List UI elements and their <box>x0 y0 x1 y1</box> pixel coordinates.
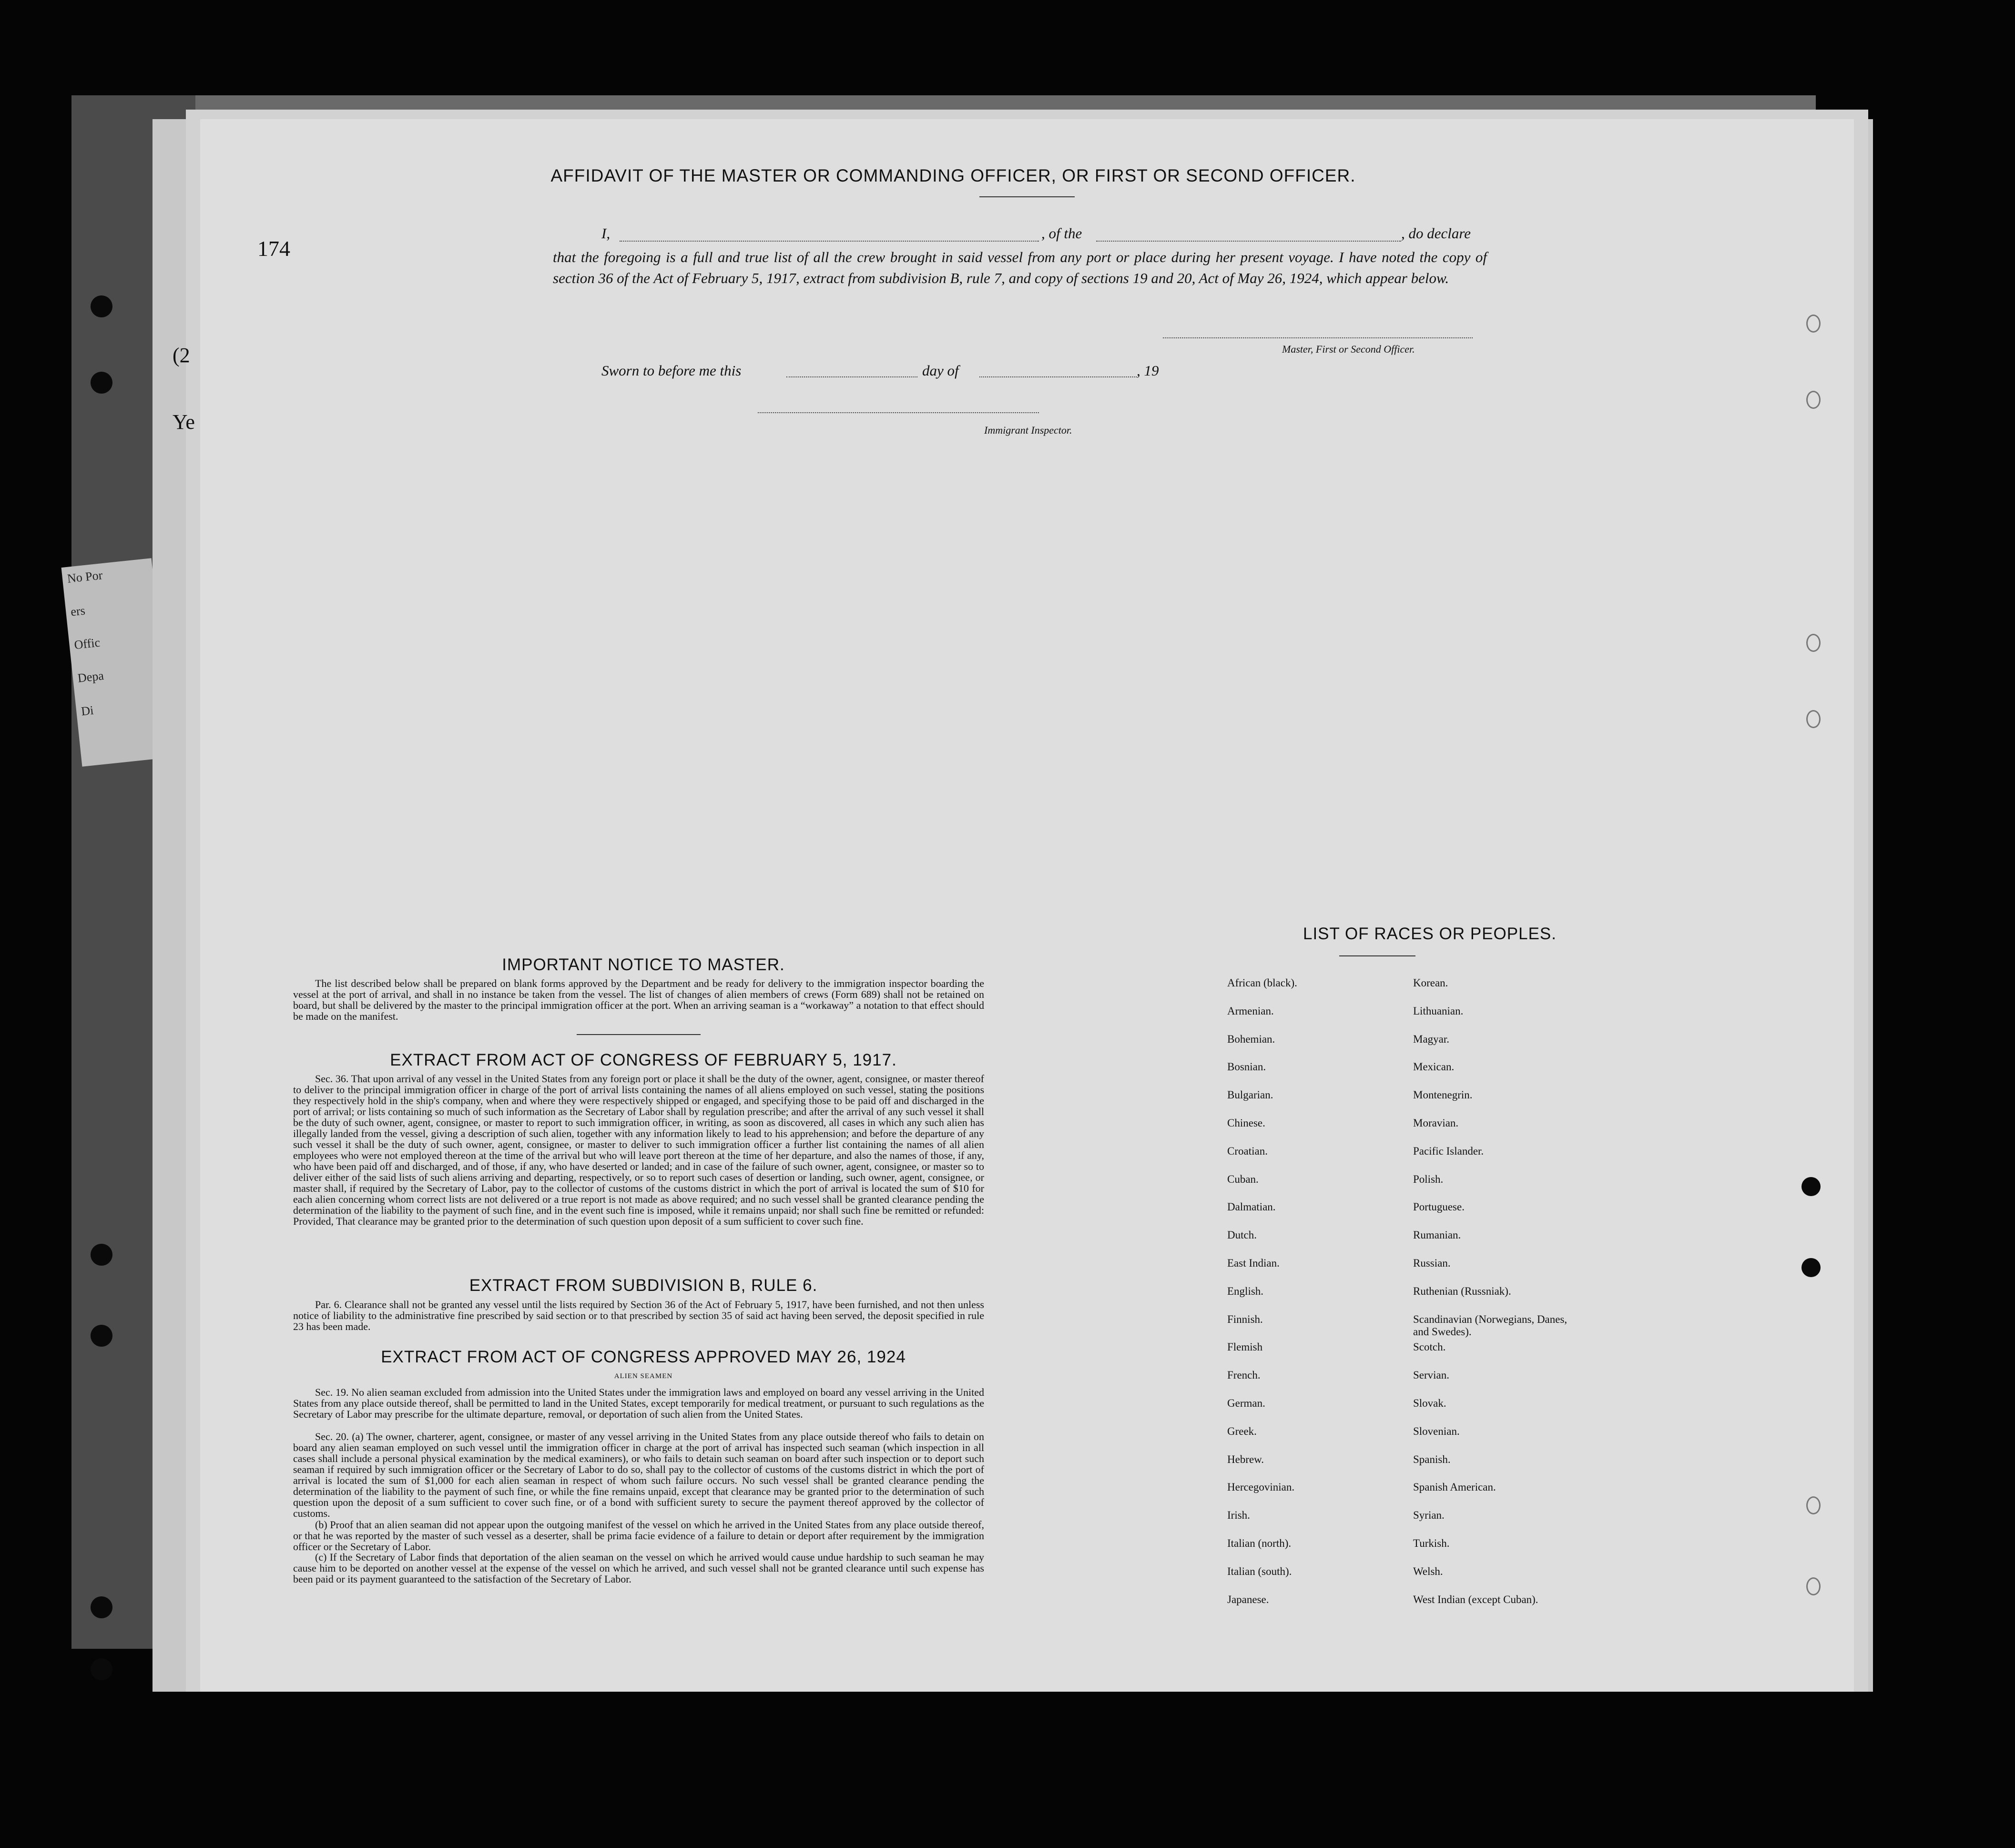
race-item: Slovenian. <box>1413 1425 1460 1437</box>
race-item: Russian. <box>1413 1257 1451 1269</box>
race-item: Italian (north). <box>1227 1537 1292 1549</box>
section-divider <box>577 1034 701 1035</box>
margin-note: (2 <box>173 344 190 367</box>
sec19-body: Sec. 19. No alien seaman excluded from admission into the United States under the immigration laws and employed on board any vessel arriving in the United States from any place outside thereof, shall be permitted to land in the United States, except temporarily for medical treatment, or pursuant to such regulations as the Secretary of Labor may prescribe for the ultimate departure, removal, or deportation of such alien from the United States. <box>293 1386 984 1420</box>
race-item: Greek. <box>1227 1425 1257 1437</box>
race-item: Dalmatian. <box>1227 1201 1276 1213</box>
sec20a-body: Sec. 20. (a) The owner, charterer, agent, consignee, or master of any vessel arriving in the United States from any place outside thereof who fails to detain on board any alien seaman employed on such vessel until the immigration officer in charge at the port of arrival has inspected such seaman (which inspection in all cases shall include a personal physical examination by the medical examiners), or who fails to detain such seaman on board after such inspection or to deport such seaman if required by such immigration officer or the Secretary of Labor to do so, shall pay to the collector of customs of the customs district in which the port of arrival is located the sum of $1,000 for each alien seaman in respect of whom such failure occurs. No such vessel shall be granted clearance pending the determination of the liability to the payment of such fine, or while the fine remains unpaid, except that clearance may be granted prior to the determination of such question upon the deposit of a sum sufficient to cover such fine, or of a bond with sufficient surety to secure the payment thereof approved by the collector of customs. <box>293 1431 984 1519</box>
sworn-label: Sworn to before me this <box>601 362 742 379</box>
race-item: Korean. <box>1413 977 1448 989</box>
tag-line: No Por <box>66 568 103 586</box>
signature-field[interactable] <box>1163 337 1473 338</box>
signature-label: Master, First or Second Officer. <box>1282 343 1415 355</box>
races-divider <box>1339 955 1415 956</box>
affidavit-declare-label: , do declare <box>1401 225 1471 242</box>
race-item: Dutch. <box>1227 1229 1257 1241</box>
race-item: Scotch. <box>1413 1341 1446 1353</box>
page-hole <box>1806 710 1821 728</box>
rule6-body: Par. 6. Clearance shall not be granted any vessel until the lists required by Section 36 of the Act of February 5, 1917, have been furnished, and not then unless notice of liability to the administrative fine prescribed by said section or to that prescribed by section 35 of said act having been served, the deposit specified in rule 23 has been made. <box>293 1299 984 1332</box>
day-of-label: day of <box>922 362 959 379</box>
punch-hole <box>91 1658 112 1680</box>
punch-hole <box>91 1325 112 1347</box>
tag-line: Di <box>80 703 94 719</box>
race-item: Italian (south). <box>1227 1565 1292 1577</box>
inspector-label: Immigrant Inspector. <box>984 424 1072 436</box>
race-item: Rumanian. <box>1413 1229 1461 1241</box>
margin-number: 174 <box>257 236 290 261</box>
races-title: LIST OF RACES OR PEOPLES. <box>1303 924 1557 943</box>
race-item: Hebrew. <box>1227 1453 1264 1465</box>
race-item: Finnish. <box>1227 1313 1263 1325</box>
punch-hole <box>91 372 112 394</box>
notice-body: The list described below shall be prepared on blank forms approved by the Department and be ready for delivery to the immigration inspector boarding the vessel at the port of arrival, and shall in no instance be taken from the vessel. The list of changes of alien members of crews (Form 689) shall not be retained on board, but shall be delivered by the master to the principal immigration officer at the port. When an arriving seaman is a “workaway” a notation to that effect should be made on the manifest. <box>293 977 984 1022</box>
race-item: Mexican. <box>1413 1061 1455 1073</box>
punch-hole <box>91 1596 112 1618</box>
race-item: Scandinavian (Norwegians, Danes, and Swedes). <box>1413 1313 1567 1338</box>
affidavit-of-the-label: , of the <box>1041 225 1082 242</box>
tag-line: Depa <box>77 669 105 685</box>
race-item: Syrian. <box>1413 1509 1445 1522</box>
race-item: Spanish. <box>1413 1453 1451 1465</box>
race-item: Bulgarian. <box>1227 1089 1273 1101</box>
race-item: Welsh. <box>1413 1565 1443 1577</box>
rule6-title: EXTRACT FROM SUBDIVISION B, RULE 6. <box>469 1276 818 1295</box>
sec20b-body: (b) Proof that an alien seaman did not appear upon the outgoing manifest of the vessel on which he arrived in the United States from any place outside thereof, or that he was reported by the master of such vessel as a deserter, shall be prima facie evidence of a failure to detain or deport after requirement by the immigration officer or the Secretary of Labor. <box>293 1519 984 1553</box>
race-item: Hercegovinian. <box>1227 1481 1295 1493</box>
race-item: Pacific Islander. <box>1413 1145 1484 1157</box>
race-item: Bosnian. <box>1227 1061 1266 1073</box>
tag-line: ers <box>70 603 86 619</box>
race-item: Lithuanian. <box>1413 1005 1464 1017</box>
title-divider <box>979 196 1075 197</box>
punch-hole <box>91 295 112 317</box>
name-field[interactable] <box>620 241 1039 242</box>
race-item: German. <box>1227 1397 1265 1409</box>
vessel-field[interactable] <box>1096 241 1401 242</box>
race-item: Spanish American. <box>1413 1481 1496 1493</box>
notice-title: IMPORTANT NOTICE TO MASTER. <box>502 955 785 974</box>
extract-1924-subtitle: ALIEN SEAMEN <box>614 1372 673 1380</box>
race-item: Chinese. <box>1227 1117 1265 1129</box>
race-item: French. <box>1227 1369 1261 1381</box>
page-hole <box>1806 1496 1821 1514</box>
race-item: Armenian. <box>1227 1005 1274 1017</box>
race-item: Flemish <box>1227 1341 1263 1353</box>
race-item: Cuban. <box>1227 1173 1259 1185</box>
race-item: Croatian. <box>1227 1145 1268 1157</box>
race-item: English. <box>1227 1285 1264 1297</box>
race-item: Bohemian. <box>1227 1033 1275 1045</box>
punch-hole <box>1801 1258 1821 1277</box>
page-hole <box>1806 1577 1821 1595</box>
tag-line: Offic <box>73 635 101 652</box>
race-item: Montenegrin. <box>1413 1089 1473 1101</box>
day-field[interactable] <box>786 376 917 377</box>
page-hole <box>1806 315 1821 333</box>
race-item: Servian. <box>1413 1369 1450 1381</box>
sec20c-body: (c) If the Secretary of Labor finds that deportation of the alien seaman on the vessel on which he arrived would cause undue hardship to such seaman he may cause him to be deported on another vessel at the expense of the vessel on which he arrived, and such vessel shall not be granted clearance until such expense has been paid or its payment guaranteed to the satisfaction of the Secretary of Labor. <box>293 1551 984 1585</box>
race-item: Polish. <box>1413 1173 1444 1185</box>
race-item: East Indian. <box>1227 1257 1280 1269</box>
race-item: Ruthenian (Russniak). <box>1413 1285 1511 1297</box>
race-item: Turkish. <box>1413 1537 1450 1549</box>
race-item: Magyar. <box>1413 1033 1450 1045</box>
affidavit-body: that the foregoing is a full and true list of all the crew brought in said vessel from any port or place during her present voyage. I have noted the copy of section 36 of the Act of February 5, 1917, extract from subdivision B, rule 7, and copy of sections 19 and 20, Act of May 26, 1924, which appear below. <box>553 249 1487 286</box>
race-item: African (black). <box>1227 977 1297 989</box>
page-hole <box>1806 634 1821 652</box>
year-label: , 19 <box>1137 362 1159 379</box>
extract-1917-body: Sec. 36. That upon arrival of any vessel in the United States from any foreign port or place it shall be the duty of the owner, agent, consignee, or master thereof to deliver to the principal immigration officer in charge of the port of arrival lists containing the names of all aliens employed on such vessel, stating the positions they respectively hold in the ship's company, when and where they were respectively shipped or engaged, and specifying those to be paid off and discharged in the port of arrival; or lists containing so much of such information as the Secretary of Labor shall by regulation prescribe; and after the arrival of any such vessel it shall be the duty of such owner, agent, consignee, or master to report to such immigration officer, in writing, as soon as discovered, all cases in which any such alien has illegally landed from the vessel, giving a description of such alien, together with any information likely to lead to his apprehension; and before the departure of any such vessel it shall be the duty of such owner, agent, consignee, or master to deliver to such immigration officer a further list containing the names of all alien employees who were not employed thereon at the time of the arrival but who will leave port thereon at the time of her departure, and also the names of those, if any, who have been paid off and discharged, and of those, if any, who have deserted or landed; and in case of the failure of such owner, agent, consignee, or master so to deliver either of the said lists of such aliens arriving and departing, respectively, or so to report such cases of desertion or landing, such owner, agent, consignee, or master shall, if required by the Secretary of Labor, pay to the collector of customs of the customs district in which the port of arrival is located the sum of $10 for each alien concerning whom correct lists are not delivered or a true report is not made as above required; and no such vessel shall be granted clearance pending the determination of the liability to the payment of such fine, and in the event such fine is imposed, while it remains unpaid; nor shall such fine be remitted or refunded: Provided, That clearance may be granted prior to the determination of such question upon deposit of a sum sufficient to cover such fine. <box>293 1073 984 1227</box>
punch-hole <box>91 1244 112 1266</box>
race-item: Japanese. <box>1227 1593 1269 1605</box>
race-item: Slovak. <box>1413 1397 1446 1409</box>
punch-hole <box>1801 1177 1821 1196</box>
race-item: West Indian (except Cuban). <box>1413 1593 1538 1605</box>
race-item: Portuguese. <box>1413 1201 1465 1213</box>
inspector-signature-field[interactable] <box>758 412 1039 413</box>
affidavit-title: AFFIDAVIT OF THE MASTER OR COMMANDING OFFICER, OR FIRST OR SECOND OFFICER. <box>550 166 1356 185</box>
extract-1924-title: EXTRACT FROM ACT OF CONGRESS APPROVED MAY 26, 1924 <box>381 1348 906 1366</box>
race-item: Moravian. <box>1413 1117 1459 1129</box>
margin-note: Ye <box>173 410 195 434</box>
race-item: Irish. <box>1227 1509 1250 1522</box>
affidavit-i-label: I, <box>601 225 611 242</box>
extract-1917-title: EXTRACT FROM ACT OF CONGRESS OF FEBRUARY 5, 1917. <box>390 1051 897 1069</box>
page-hole <box>1806 391 1821 409</box>
month-field[interactable] <box>979 376 1137 377</box>
